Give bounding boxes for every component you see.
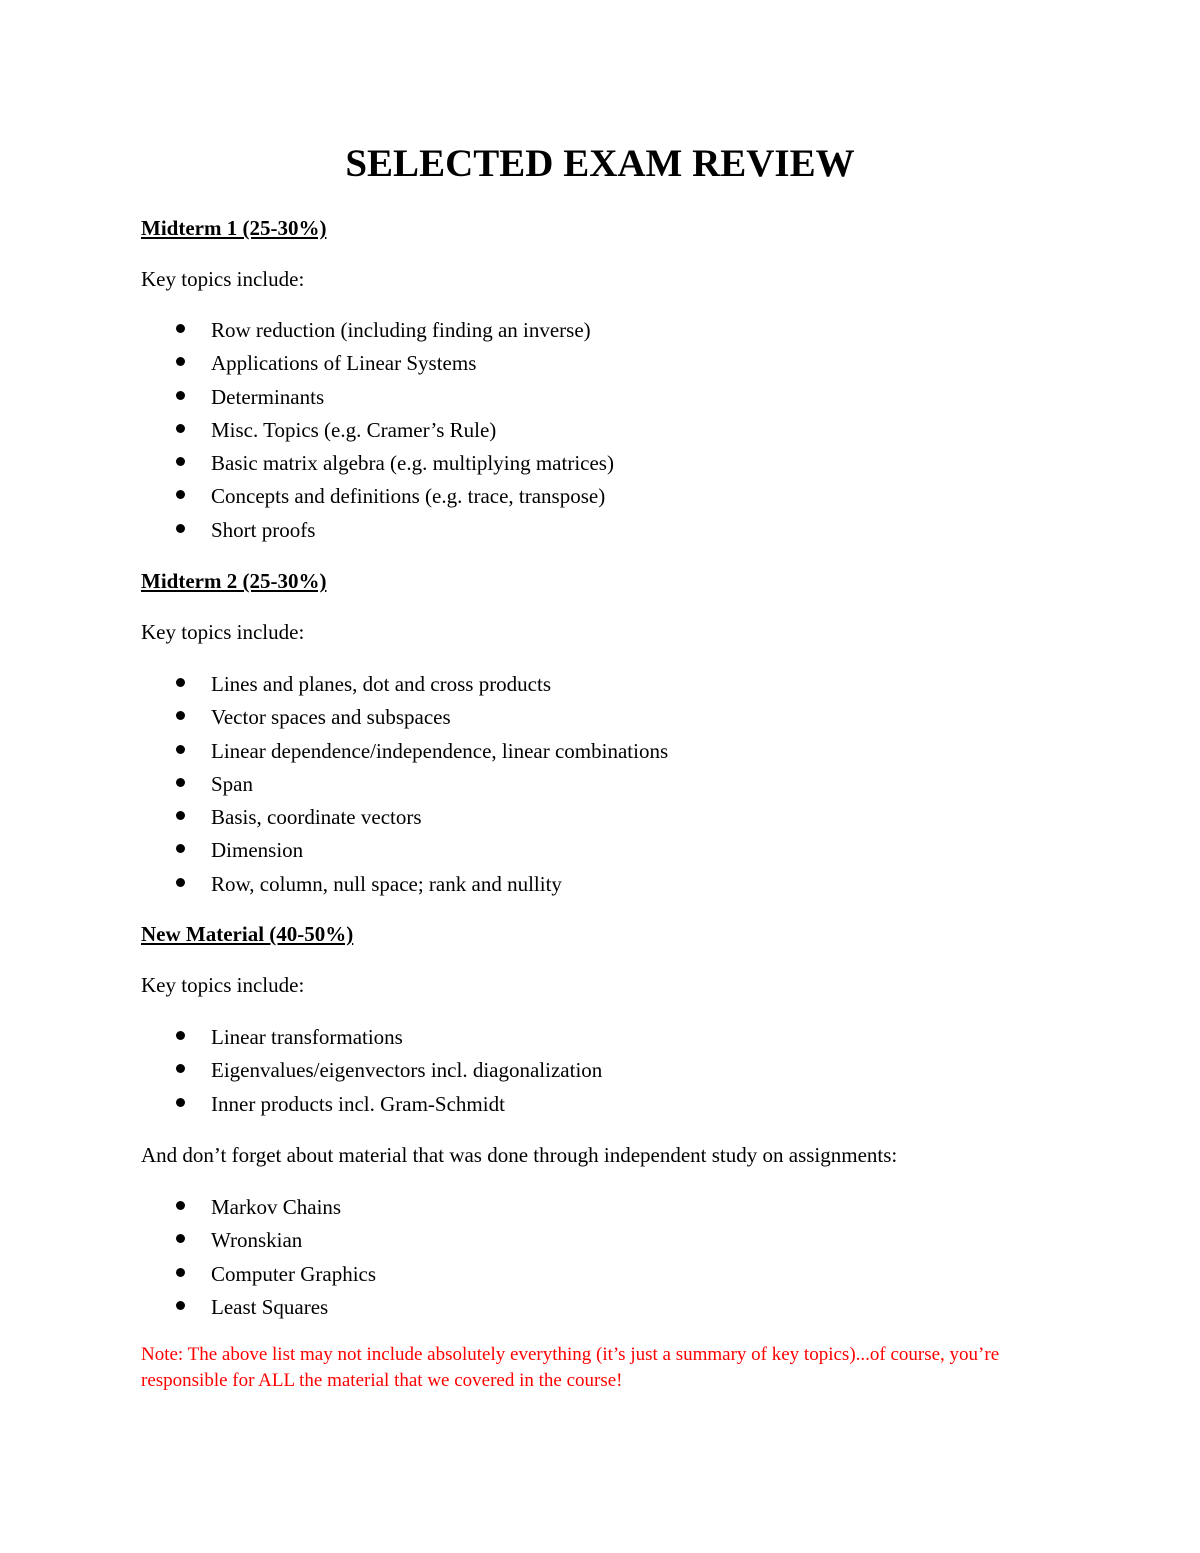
section-intro-midterm-1: Key topics include:	[141, 267, 305, 291]
bullet-icon	[176, 745, 185, 754]
bullet-icon	[176, 711, 185, 720]
bullet-icon	[176, 324, 185, 333]
bullet-icon	[176, 1098, 185, 1107]
bullet-icon	[176, 1234, 185, 1243]
section-heading-new-material: New Material (40-50%)	[141, 922, 354, 946]
bullet-icon	[176, 878, 185, 887]
bullet-icon	[176, 357, 185, 366]
bullet-icon	[176, 1031, 185, 1040]
bullet-icon	[176, 1268, 185, 1277]
section-intro-new-material: Key topics include:	[141, 973, 305, 997]
bullet-icon	[176, 424, 185, 433]
document-page: SELECTED EXAM REVIEW Midterm 1 (25-30%) Key topics include: Row reduction (including finding an inverse) Applications of Linear Systems Determinants Misc. Topics (e.g. Cramer’s Rule) Basic matrix algebra (e.g. multiplying matrices) Concepts and definitions (e.g. trace, transpose) Short proofs Midterm 2 (25-30%) Key topics include: Lines and planes, dot and cross products Vector spaces and subspaces Linear dependence/independence, linear combinations Span Basis, coordinate vectors Dimension Row, column, null space; rank and nullity New Material (40-50%) Key topics include: Linear transformations Eigenvalues/eigenvectors incl. diagonalization Inner products incl. Gram-Schmidt And don’t forget about material that was done through independent study on assignments: Markov Chains Wronskian Computer Graphics Least Squares Note: The above list may not include absolutely everything (it’s just a summary of key topics)...of course, you’re responsible for ALL the material that we covered in the course!	[0, 0, 1200, 1553]
bullet-icon	[176, 1301, 185, 1310]
section-heading-midterm-2: Midterm 2 (25-30%)	[141, 569, 327, 593]
bullet-icon	[176, 524, 185, 533]
page-title: SELECTED EXAM REVIEW	[345, 142, 855, 185]
bullet-icon	[176, 778, 185, 787]
section-heading-midterm-1: Midterm 1 (25-30%)	[141, 216, 327, 240]
bullet-icon	[176, 1064, 185, 1073]
bullet-icon	[176, 811, 185, 820]
bullet-icon	[176, 1201, 185, 1210]
bullet-icon	[176, 457, 185, 466]
bullet-icon	[176, 678, 185, 687]
note-text: Note: The above list may not include absolutely everything (it’s just a summary of key topics)...of course, you’re responsible for ALL the material that we covered in the course!	[141, 1344, 1000, 1391]
section-intro-midterm-2: Key topics include:	[141, 620, 305, 644]
bullet-icon	[176, 844, 185, 853]
bullet-icon	[176, 490, 185, 499]
independent-study-intro: And don’t forget about material that was done through independent study on assignments:	[141, 1143, 898, 1167]
bullet-icon	[176, 391, 185, 400]
